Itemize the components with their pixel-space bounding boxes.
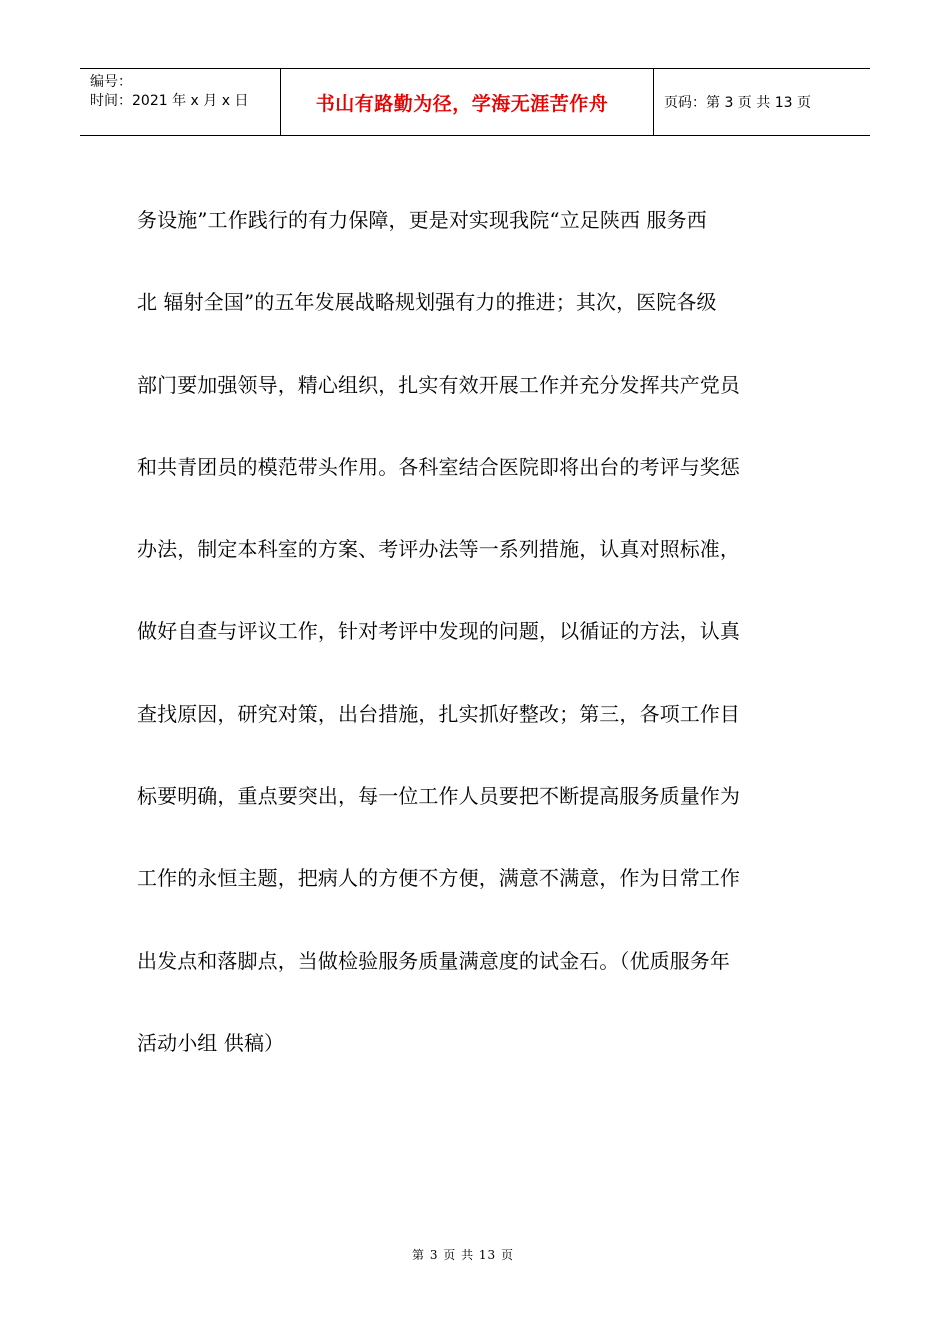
body-line: 做好自查与评议工作，针对考评中发现的问题，以循证的方法，认真: [137, 619, 740, 644]
footer-page-number: 第 3 页 共 13 页: [412, 1248, 514, 1262]
body-line: 和共青团员的模范带头作用。各科室结合医院即将出台的考评与奖惩: [137, 454, 740, 479]
body-line: 出发点和落脚点，当做检验服务质量满意度的试金石。（优质服务年: [137, 948, 730, 973]
body-line: 务设施”工作践行的有力保障，更是对实现我院“立足陕西 服务西: [137, 208, 707, 232]
motto-text: 书山有路勤为径，学海无涯苦作舟: [315, 92, 609, 115]
body-line: 工作的永恒主题，把病人的方便不方便，满意不满意，作为日常工作: [137, 866, 740, 891]
body-line: 查找原因，研究对策，出台措施，扎实抓好整改；第三，各项工作目: [137, 701, 740, 726]
header-info-cell: [80, 69, 281, 135]
body-line: 活动小组 供稿）: [137, 1030, 285, 1055]
body-paragraph: [137, 193, 817, 1098]
date-label: 时间：2021 年 x 月 x 日: [90, 93, 249, 109]
body-line: 办法，制定本科室的方案、考评办法等一系列措施，认真对照标准，: [137, 537, 740, 562]
number-label: 编号：: [90, 74, 132, 90]
header-page-cell: [654, 69, 870, 135]
document-header: [80, 68, 870, 136]
header-motto-cell: [281, 69, 654, 135]
body-line: 部门要加强领导，精心组织，扎实有效开展工作并充分发挥共产党员: [137, 372, 740, 397]
body-line: 北 辐射全国”的五年发展战略规划强有力的推进；其次，医院各级: [137, 290, 717, 315]
page-code: 页码：第 3 页 共 13 页: [664, 95, 811, 111]
body-line: 标要明确，重点要突出，每一位工作人员要把不断提高服务质量作为: [137, 784, 740, 809]
page-footer: [0, 1246, 950, 1263]
